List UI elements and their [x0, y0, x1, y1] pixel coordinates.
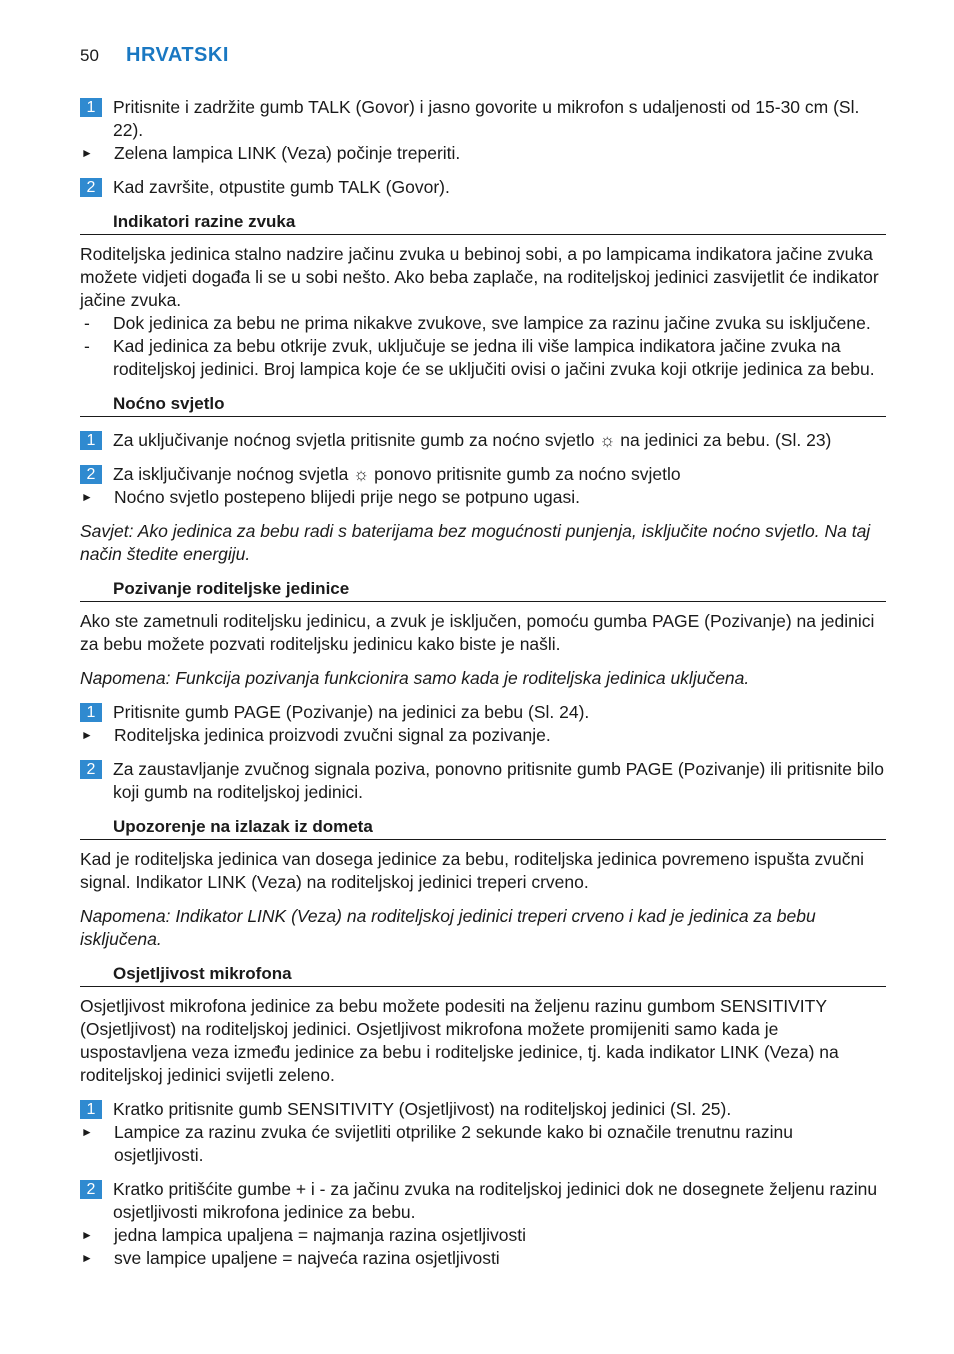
triangle-right-icon: ►: [81, 728, 93, 742]
step-text: Kratko pritisnite gumb SENSITIVITY (Osjetljivost) na roditeljskoj jedinici (Sl. 25).: [113, 1099, 732, 1119]
section-title-sound-level: Indikatori razine zvuka: [80, 210, 886, 235]
bullet-text: jedna lampica upaljena = najmanja razina osjetljivosti: [114, 1225, 526, 1245]
note: Napomena: Funkcija pozivanja funkcionira samo kada je roditeljska jedinica uključena.: [80, 668, 750, 688]
triangle-right-icon: ►: [81, 1251, 93, 1265]
bullet-text: Zelena lampica LINK (Veza) počinje treperiti.: [114, 143, 461, 163]
step-text: Za uključivanje noćnog svjetla pritisnite gumb za noćno svjetlo ☼ na jedinici za bebu. (Sl. 23): [113, 430, 832, 450]
step-text: Pritisnite i zadržite gumb TALK (Govor) i jasno govorite u mikrofon s udaljenosti od 15-30 cm (Sl. 22).: [113, 97, 860, 140]
step-number: 1: [80, 431, 102, 450]
step-paging-2: [80, 758, 886, 804]
triangle-right-icon: ►: [81, 1228, 93, 1242]
section-title-out-of-range: Upozorenje na izlazak iz dometa: [80, 815, 886, 840]
paragraph: Osjetljivost mikrofona jedinice za bebu možete podesiti na željenu razinu gumbom SENSITIVITY (Osjetljivost) na roditeljskoj jedinici. Osjetljivost mikrofona možete promijeniti samo kada je uspostavljena veza između jedinice za bebu i roditeljske jedinice, tj. kada indikator LINK (Veza) na roditeljskoj jedinici svijetli zeleno.: [80, 996, 839, 1085]
step-text: Za zaustavljanje zvučnog signala poziva, ponovno pritisnite gumb PAGE (Pozivanje) ili pritisnite bilo koji gumb na roditeljskoj jedinici.: [113, 759, 885, 802]
sun-icon: ☼: [353, 464, 370, 484]
bullet-text: Noćno svjetlo postepeno blijedi prije nego se potpuno ugasi.: [114, 487, 581, 507]
sun-icon: ☼: [599, 430, 616, 450]
page-header: [80, 44, 886, 84]
result-bullet: [80, 1224, 886, 1247]
step-text: Kad završite, otpustite gumb TALK (Govor).: [113, 177, 450, 197]
result-bullet: [80, 142, 886, 165]
dash-item: [80, 312, 886, 335]
triangle-right-icon: ►: [81, 1125, 93, 1139]
step-text: Kratko pritišćite gumbe + i - za jačinu zvuka na roditeljskoj jedinici dok ne dosegnete željenu razinu osjetljivosti mikrofona jedinice za bebu.: [113, 1179, 878, 1222]
step-sensitivity-1: [80, 1098, 886, 1121]
result-bullet: [80, 724, 886, 747]
dash-mark: -: [84, 336, 90, 356]
bullet-text: Roditeljska jedinica proizvodi zvučni signal za pozivanje.: [114, 725, 551, 745]
step-number: 1: [80, 1100, 102, 1119]
step-number: 2: [80, 760, 102, 779]
step-number: 2: [80, 465, 102, 484]
step-talk-2: [80, 176, 886, 199]
step-number: 1: [80, 98, 102, 117]
manual-page: [80, 44, 886, 1270]
step-night-light-1: [80, 429, 886, 452]
section-title-night-light: Noćno svjetlo: [80, 392, 886, 417]
dash-item: [80, 335, 886, 381]
step-text: Pritisnite gumb PAGE (Pozivanje) na jedinici za bebu (Sl. 24).: [113, 702, 590, 722]
step-night-light-2: [80, 463, 886, 486]
step-number: 1: [80, 703, 102, 722]
result-bullet: [80, 1247, 886, 1270]
section-title-paging: Pozivanje roditeljske jedinice: [80, 577, 886, 602]
bullet-text: sve lampice upaljene = najveća razina osjetljivosti: [114, 1248, 500, 1268]
paragraph: Kad je roditeljska jedinica van dosega jedinice za bebu, roditeljska jedinica povremeno ispušta zvučni signal. Indikator LINK (Veza) na roditeljskoj jedinici treperi crveno.: [80, 849, 865, 892]
dash-mark: -: [84, 313, 90, 333]
step-sensitivity-2: [80, 1178, 886, 1224]
bullet-text: Lampice za razinu zvuka će svijetliti otprilike 2 sekunde kako bi označile trenutnu razinu osjetljivosti.: [114, 1122, 793, 1165]
step-number: 2: [80, 1180, 102, 1199]
note: Napomena: Indikator LINK (Veza) na roditeljskoj jedinici treperi crveno i kad je jedinica za bebu isključena.: [80, 906, 816, 949]
step-number: 2: [80, 178, 102, 197]
paragraph: Ako ste zametnuli roditeljsku jedinicu, a zvuk je isključen, pomoću gumba PAGE (Pozivanje) na jedinici za bebu možete pozvati roditeljsku jedinicu kako biste je našli.: [80, 611, 875, 654]
step-text: Za isključivanje noćnog svjetla ☼ ponovo pritisnite gumb za noćno svjetlo: [113, 464, 681, 484]
page-number: 50: [80, 46, 99, 65]
triangle-right-icon: ►: [81, 146, 93, 160]
triangle-right-icon: ►: [81, 490, 93, 504]
dash-text: Kad jedinica za bebu otkrije zvuk, uključuje se jedna ili više lampica indikatora jačine zvuka na roditeljskoj jedinici. Broj lampica koje će se uključiti ovisi o jačini zvuka koji otkrije jedinica za bebu.: [113, 336, 875, 379]
result-bullet: [80, 486, 886, 509]
section-title-sensitivity: Osjetljivost mikrofona: [80, 962, 886, 987]
dash-text: Dok jedinica za bebu ne prima nikakve zvukove, sve lampice za razinu jačine zvuka su isključene.: [113, 313, 871, 333]
step-paging-1: [80, 701, 886, 724]
paragraph: Roditeljska jedinica stalno nadzire jačinu zvuka u bebinoj sobi, a po lampicama indikatora jačine zvuka možete vidjeti događa li se u sobi nešto. Ako beba zaplače, na roditeljskoj jedinici zasvijetlit će indikator jačine zvuka.: [80, 244, 879, 310]
step-talk-1: [80, 96, 886, 142]
result-bullet: [80, 1121, 886, 1167]
tip-note: Savjet: Ako jedinica za bebu radi s baterijama bez mogućnosti punjenja, isključite noćno svjetlo. Na taj način štedite energiju.: [80, 521, 871, 564]
language-heading: HRVATSKI: [126, 44, 229, 66]
